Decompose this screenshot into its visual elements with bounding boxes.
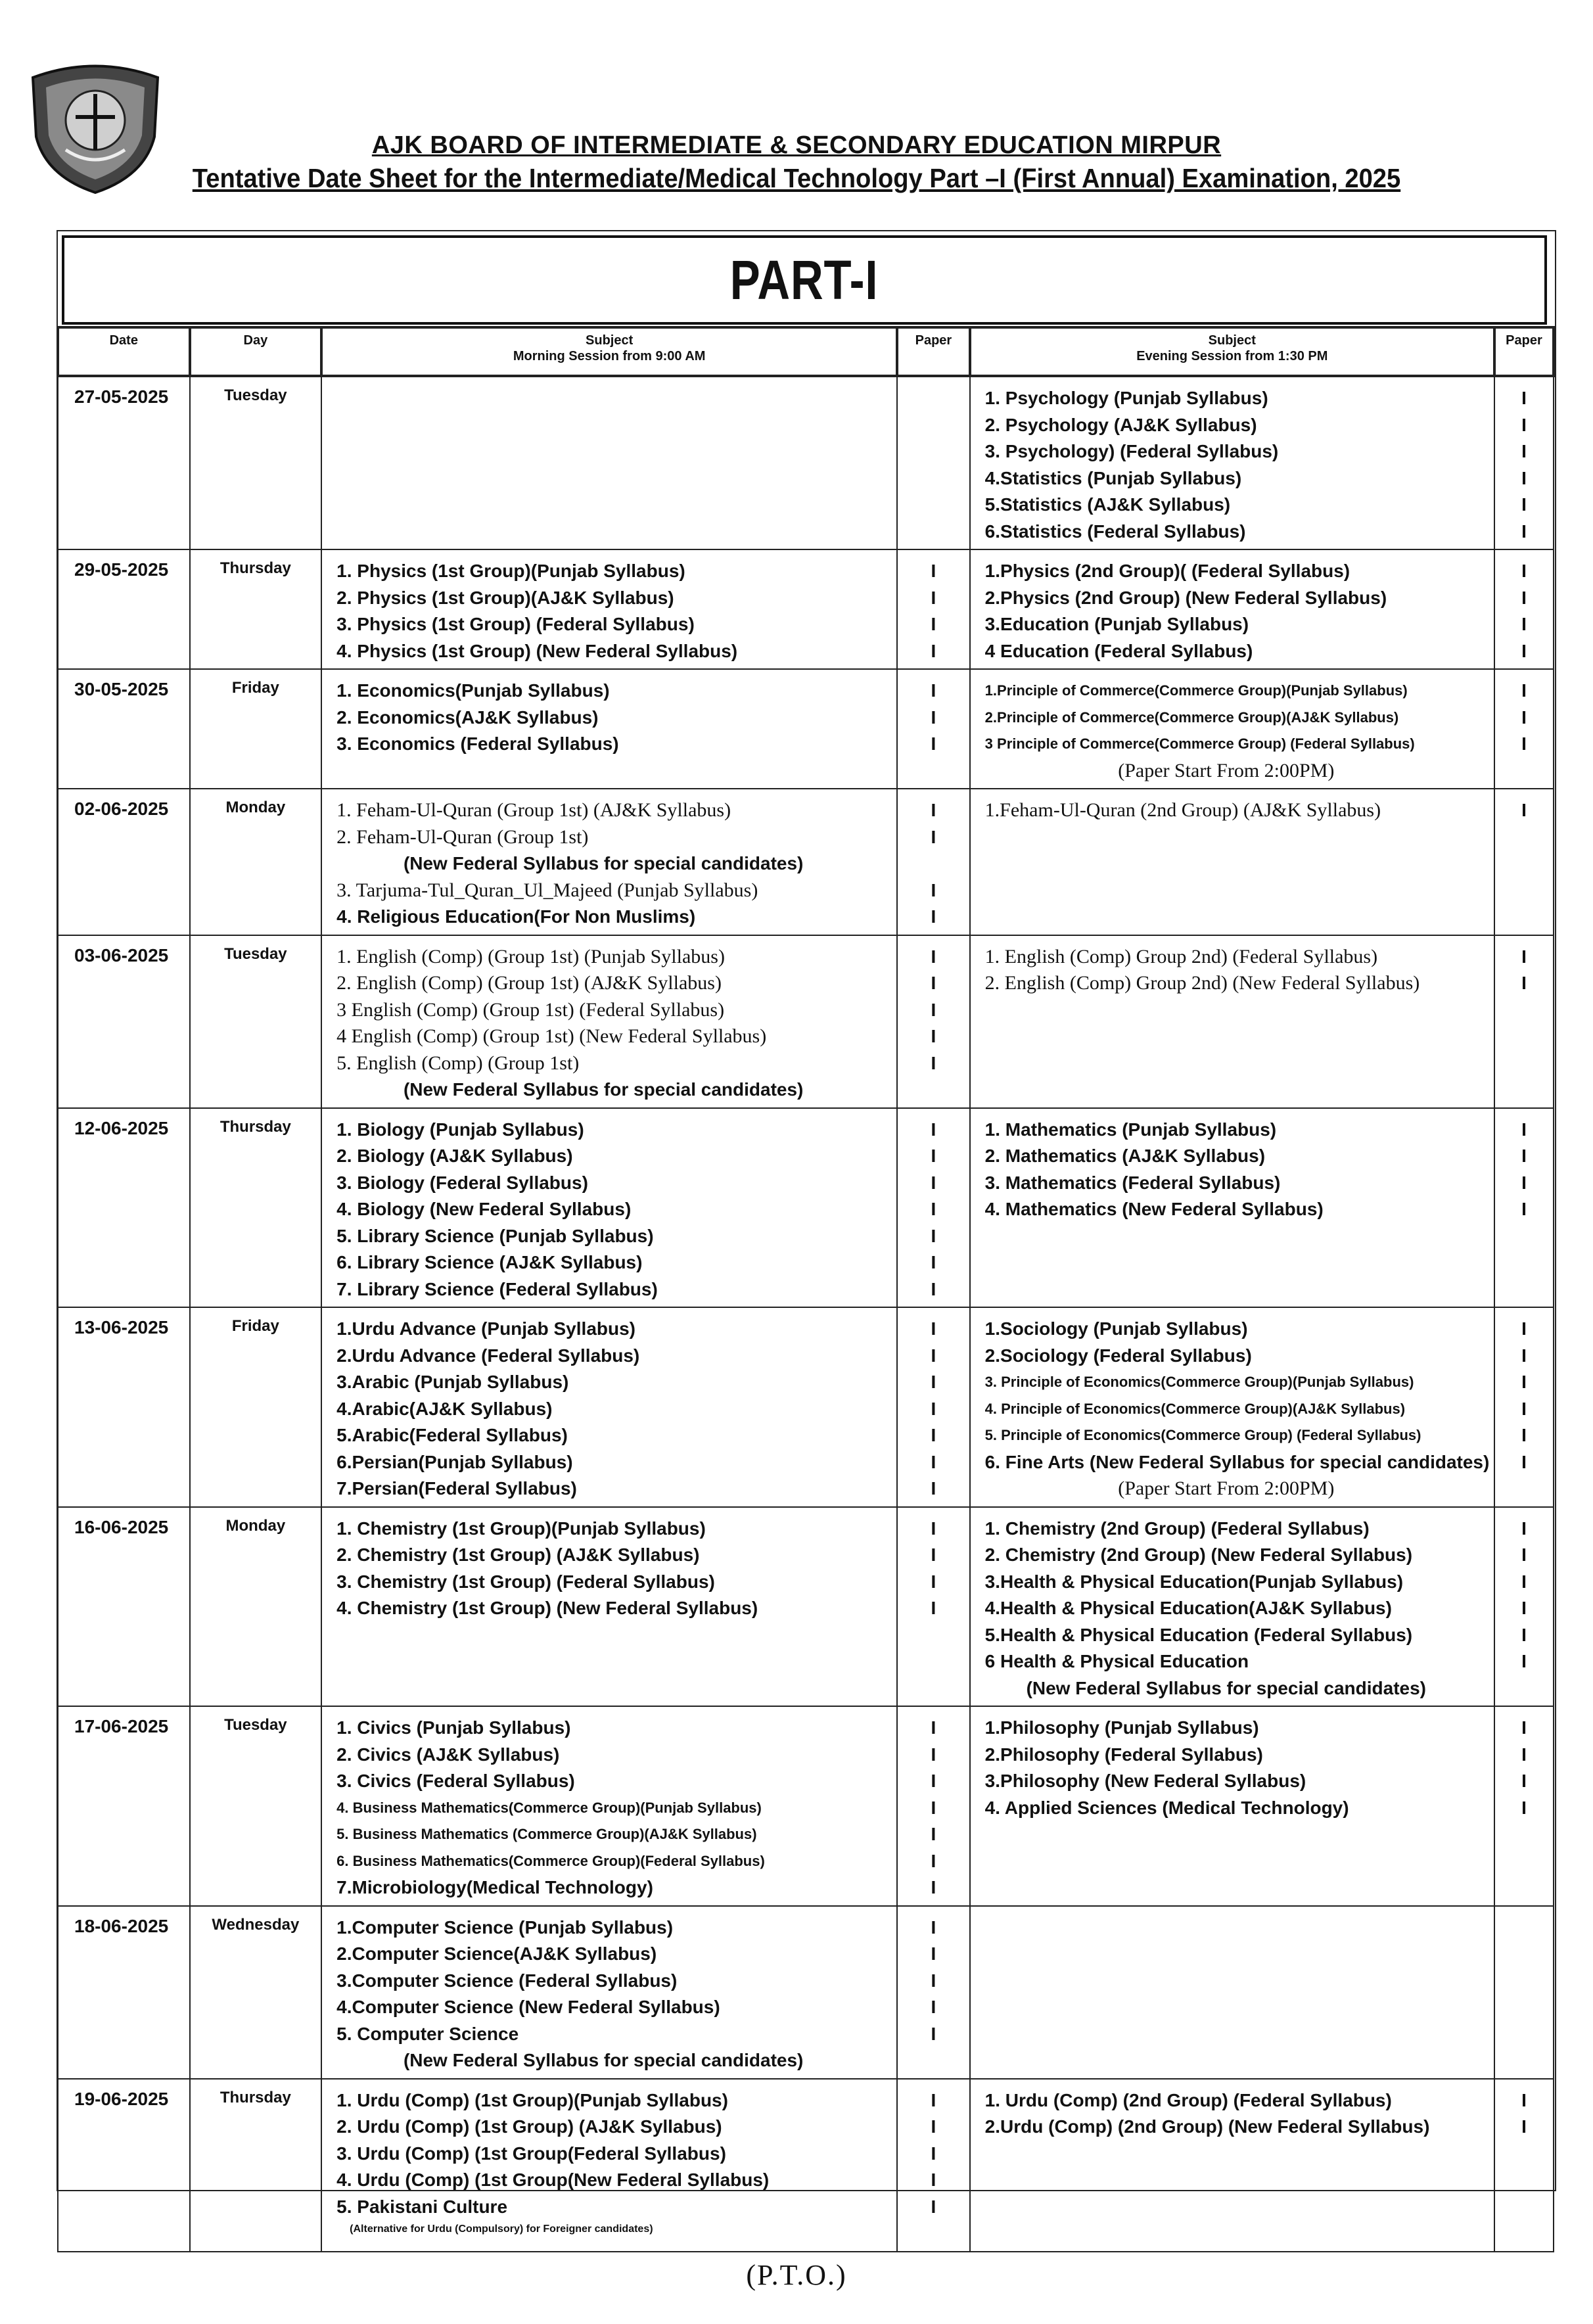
table-row <box>58 1108 1554 1308</box>
morning-paper-mark: I <box>931 2116 936 2137</box>
morning-paper-mark: I <box>931 1398 936 1419</box>
evening-subject-line: 2.Philosophy (Federal Syllabus) <box>984 1744 1263 1765</box>
col-morning-subject <box>321 327 897 376</box>
evening-paper-mark: I <box>1521 2116 1527 2137</box>
evening-paper-mark: I <box>1521 2089 1527 2110</box>
morning-paper-mark: I <box>931 1744 936 1765</box>
morning-subject-line: 2. Biology (AJ&K Syllabus) <box>336 1146 573 1166</box>
morning-paper-mark: I <box>931 1146 936 1166</box>
morning-subject-line: 4. Physics (1st Group) (New Federal Syllabus) <box>336 640 738 661</box>
morning-subject-line: 5.Arabic(Federal Syllabus) <box>336 1425 568 1445</box>
col-morning-paper: Paper <box>897 327 970 376</box>
morning-subjects <box>321 376 897 549</box>
morning-paper-mark: I <box>931 1850 936 1871</box>
morning-paper-mark: I <box>931 2196 936 2217</box>
morning-paper-mark: I <box>931 906 936 927</box>
evening-subject-line: 2. English (Comp) Group 2nd) (New Federal Syllabus) <box>984 972 1420 994</box>
morning-paper-mark: I <box>931 1824 936 1844</box>
morning-subject-line: 3.Arabic (Punjab Syllabus) <box>336 1372 569 1392</box>
evening-papers <box>1494 1706 1554 1906</box>
evening-session-label: Evening Session from 1:30 PM <box>1136 349 1328 363</box>
evening-papers <box>1494 669 1554 789</box>
morning-paper-mark: I <box>931 2170 936 2190</box>
evening-subject-line: 3. Mathematics (Federal Syllabus) <box>984 1172 1281 1193</box>
morning-paper-mark: I <box>931 587 936 608</box>
morning-paper-mark: I <box>931 1345 936 1366</box>
row-date: 18-06-2025 <box>58 1906 190 2079</box>
evening-papers <box>1494 1307 1554 1507</box>
row-day: Thursday <box>190 549 322 669</box>
evening-paper-mark: I <box>1521 467 1527 488</box>
evening-subject-line: 1. Urdu (Comp) (2nd Group) (Federal Syllabus) <box>984 2089 1392 2110</box>
morning-paper-mark: I <box>931 800 936 820</box>
morning-paper-mark: I <box>931 826 936 847</box>
morning-subject-line: (New Federal Syllabus for special candidates) <box>403 2050 804 2070</box>
morning-paper-mark: I <box>931 640 936 661</box>
evening-paper-mark: I <box>1521 733 1527 754</box>
table-row <box>58 789 1554 935</box>
morning-subject-line: 3. Civics (Federal Syllabus) <box>336 1771 575 1791</box>
morning-subjects <box>321 1307 897 1507</box>
morning-subject-line: 4.Arabic(AJ&K Syllabus) <box>336 1398 553 1419</box>
evening-paper-mark: I <box>1521 1624 1527 1645</box>
morning-subject-line: 3.Computer Science (Federal Syllabus) <box>336 1970 678 1991</box>
row-day: Friday <box>190 1307 322 1507</box>
evening-subject-line: 6. Fine Arts (New Federal Syllabus for special candidates) <box>984 1451 1490 1472</box>
evening-paper-mark: I <box>1521 614 1527 634</box>
evening-subjects <box>970 1307 1494 1507</box>
evening-subject-line: (New Federal Syllabus for special candidates) <box>1026 1677 1426 1698</box>
morning-paper-mark: I <box>931 2143 936 2164</box>
evening-subjects <box>970 1906 1494 2079</box>
row-day: Wednesday <box>190 1906 322 2079</box>
morning-papers <box>897 669 970 789</box>
morning-subject-line: 4. Urdu (Comp) (1st Group(New Federal Syllabus) <box>336 2170 770 2190</box>
morning-subject-line: 6. Business Mathematics(Commerce Group)(Federal Syllabus) <box>336 1852 765 1869</box>
morning-paper-mark: I <box>931 1252 936 1272</box>
morning-paper-mark: I <box>931 1518 936 1539</box>
row-date: 17-06-2025 <box>58 1706 190 1906</box>
evening-paper-mark: I <box>1521 1651 1527 1671</box>
row-day: Tuesday <box>190 1706 322 1906</box>
morning-papers <box>897 2079 970 2252</box>
morning-subject-line: 5. English (Comp) (Group 1st) <box>336 1052 580 1074</box>
morning-paper-mark: I <box>931 614 936 634</box>
evening-subject-line: 2.Physics (2nd Group) (New Federal Syllabus) <box>984 587 1387 608</box>
morning-paper-mark: I <box>931 1199 936 1219</box>
morning-subject-line: 3. Physics (1st Group) (Federal Syllabus) <box>336 614 695 634</box>
morning-paper-mark: I <box>931 973 936 993</box>
pto-footer: (P.T.O.) <box>746 2259 847 2291</box>
evening-paper-mark: I <box>1521 1598 1527 1618</box>
morning-subject-line: 1.Computer Science (Punjab Syllabus) <box>336 1917 674 1938</box>
evening-papers <box>1494 549 1554 669</box>
evening-paper-mark: I <box>1521 521 1527 542</box>
evening-subject-line: 1.Sociology (Punjab Syllabus) <box>984 1318 1248 1339</box>
evening-subject-line: 1. English (Comp) Group 2nd) (Federal Syllabus) <box>984 945 1378 967</box>
morning-subject-line: 3. Urdu (Comp) (1st Group(Federal Syllabus) <box>336 2143 726 2164</box>
evening-paper-mark: I <box>1521 640 1527 661</box>
evening-paper-mark: I <box>1521 1146 1527 1166</box>
evening-paper-mark: I <box>1521 1545 1527 1565</box>
table-row <box>58 935 1554 1108</box>
morning-subject-line: 3 English (Comp) (Group 1st) (Federal Syllabus) <box>336 998 725 1021</box>
morning-paper-mark: I <box>931 1372 936 1392</box>
morning-paper-mark: I <box>931 1225 936 1246</box>
evening-papers <box>1494 789 1554 935</box>
morning-papers <box>897 1906 970 2079</box>
evening-paper-mark: I <box>1521 946 1527 967</box>
morning-subject-line: 2. Chemistry (1st Group) (AJ&K Syllabus) <box>336 1545 700 1565</box>
evening-subject-line: 5.Statistics (AJ&K Syllabus) <box>984 494 1231 515</box>
morning-paper-mark: I <box>931 1172 936 1193</box>
table-row <box>58 1706 1554 1906</box>
row-date: 19-06-2025 <box>58 2079 190 2252</box>
morning-subject-line: 5. Pakistani Culture <box>336 2196 508 2217</box>
evening-subject-line: 3.Health & Physical Education(Punjab Syllabus) <box>984 1571 1404 1592</box>
row-date: 13-06-2025 <box>58 1307 190 1507</box>
date-sheet <box>57 230 1555 2235</box>
evening-paper-mark: I <box>1521 1744 1527 1765</box>
evening-paper-mark: I <box>1521 800 1527 820</box>
evening-subject-line: 2.Principle of Commerce(Commerce Group)(AJ&K Syllabus) <box>984 709 1399 726</box>
part-title-box <box>62 235 1547 325</box>
morning-subjects <box>321 1706 897 1906</box>
table-header <box>58 327 1554 376</box>
morning-subject-line: 1. English (Comp) (Group 1st) (Punjab Syllabus) <box>336 945 725 967</box>
morning-subject-line: 7. Library Science (Federal Syllabus) <box>336 1278 658 1299</box>
morning-paper-mark: I <box>931 1797 936 1818</box>
morning-subject-line: 1. Physics (1st Group)(Punjab Syllabus) <box>336 561 685 581</box>
evening-paper-mark: I <box>1521 680 1527 701</box>
morning-paper-mark: I <box>931 733 936 754</box>
morning-paper-mark: I <box>931 1598 936 1618</box>
evening-subject-line: 3 Principle of Commerce(Commerce Group) (Federal Syllabus) <box>984 735 1415 752</box>
morning-paper-mark: I <box>931 2089 936 2110</box>
evening-subject-line: 1. Mathematics (Punjab Syllabus) <box>984 1119 1277 1140</box>
evening-subject-line: 4 Education (Federal Syllabus) <box>984 640 1253 661</box>
morning-papers <box>897 789 970 935</box>
morning-papers <box>897 1706 970 1906</box>
morning-subject-line: 5. Business Mathematics (Commerce Group)(AJ&K Syllabus) <box>336 1826 757 1842</box>
evening-papers <box>1494 2079 1554 2252</box>
morning-subject-line: (New Federal Syllabus for special candidates) <box>403 1079 804 1100</box>
morning-subjects <box>321 1507 897 1707</box>
morning-paper-mark: I <box>931 1425 936 1445</box>
morning-paper-mark: I <box>931 1771 936 1791</box>
evening-subject-line: 1.Principle of Commerce(Commerce Group)(Punjab Syllabus) <box>984 682 1408 699</box>
morning-subject-line: 1. Civics (Punjab Syllabus) <box>336 1717 571 1738</box>
morning-subject-line: (Alternative for Urdu (Compulsory) for Foreigner candidates) <box>350 2223 653 2235</box>
morning-paper-mark: I <box>931 879 936 900</box>
evening-paper-mark: I <box>1521 1318 1527 1339</box>
evening-papers <box>1494 935 1554 1108</box>
schedule-table <box>57 326 1555 2252</box>
morning-paper-mark: I <box>931 1026 936 1046</box>
evening-paper-mark: I <box>1521 1345 1527 1366</box>
evening-paper-mark: I <box>1521 561 1527 581</box>
evening-subjects <box>970 549 1494 669</box>
morning-paper-mark: I <box>931 1545 936 1565</box>
morning-subject-line: 3. Tarjuma-Tul_Quran_Ul_Majeed (Punjab Syllabus) <box>336 879 758 901</box>
morning-subject-line: 2. Physics (1st Group)(AJ&K Syllabus) <box>336 587 674 608</box>
evening-papers <box>1494 376 1554 549</box>
morning-subject-line: 3. Economics (Federal Syllabus) <box>336 733 619 754</box>
evening-subject-line: 4. Applied Sciences (Medical Technology) <box>984 1797 1349 1818</box>
evening-paper-mark: I <box>1521 1372 1527 1392</box>
morning-paper-mark: I <box>931 2023 936 2044</box>
morning-subject-line: 2.Computer Science(AJ&K Syllabus) <box>336 1943 657 1964</box>
row-day: Thursday <box>190 2079 322 2252</box>
evening-paper-mark: I <box>1521 1172 1527 1193</box>
morning-subject-line: 1.Urdu Advance (Punjab Syllabus) <box>336 1318 635 1339</box>
col-evening-subject <box>970 327 1494 376</box>
morning-subject-line: 3. Chemistry (1st Group) (Federal Syllabus) <box>336 1571 715 1592</box>
morning-session-label: Morning Session from 9:00 AM <box>513 349 706 363</box>
evening-subject-line: 3.Education (Punjab Syllabus) <box>984 614 1249 634</box>
morning-subject-line: 2. Feham-Ul-Quran (Group 1st) <box>336 825 589 848</box>
part-title: PART-I <box>730 248 879 311</box>
morning-paper-mark: I <box>931 1119 936 1140</box>
row-date: 30-05-2025 <box>58 669 190 789</box>
evening-paper-mark: I <box>1521 414 1527 435</box>
evening-paper-mark: I <box>1521 1199 1527 1219</box>
morning-papers <box>897 1307 970 1507</box>
morning-subject-line: 4. Business Mathematics(Commerce Group)(Punjab Syllabus) <box>336 1799 762 1816</box>
evening-papers <box>1494 1108 1554 1308</box>
morning-paper-mark: I <box>931 1451 936 1472</box>
evening-subject-line: 1. Chemistry (2nd Group) (Federal Syllabus) <box>984 1518 1370 1539</box>
evening-subject-line: 2. Mathematics (AJ&K Syllabus) <box>984 1146 1266 1166</box>
evening-paper-mark: I <box>1521 1797 1527 1818</box>
morning-papers <box>897 376 970 549</box>
morning-paper-mark: I <box>931 1478 936 1499</box>
table-row <box>58 2079 1554 2252</box>
evening-paper-mark: I <box>1521 1425 1527 1445</box>
morning-subjects <box>321 669 897 789</box>
sheet-title: Tentative Date Sheet for the Intermediate/Medical Technology Part –I (First Annual) Examination, 2025 <box>192 163 1401 193</box>
evening-subjects <box>970 1108 1494 1308</box>
morning-subject-line: 5. Computer Science <box>336 2023 519 2044</box>
evening-subject-line: 4. Principle of Economics(Commerce Group)(AJ&K Syllabus) <box>984 1400 1406 1417</box>
morning-paper-mark: I <box>931 707 936 728</box>
evening-subject-line: 3.Philosophy (New Federal Syllabus) <box>984 1771 1306 1791</box>
morning-subject-line: 6. Library Science (AJ&K Syllabus) <box>336 1252 643 1272</box>
row-date: 02-06-2025 <box>58 789 190 935</box>
evening-subject-line: 1. Psychology (Punjab Syllabus) <box>984 388 1268 408</box>
morning-subject-line: 1. Economics(Punjab Syllabus) <box>336 680 610 701</box>
evening-subject-line: 3. Psychology) (Federal Syllabus) <box>984 441 1279 461</box>
evening-subject-line: 5. Principle of Economics(Commerce Group) (Federal Syllabus) <box>984 1427 1421 1443</box>
evening-paper-mark: I <box>1521 441 1527 461</box>
morning-papers <box>897 1108 970 1308</box>
morning-subject-line: 2. English (Comp) (Group 1st) (AJ&K Syllabus) <box>336 972 722 994</box>
row-date: 12-06-2025 <box>58 1108 190 1308</box>
evening-subject-line: 4.Health & Physical Education(AJ&K Syllabus) <box>984 1598 1392 1618</box>
morning-subject-line: 2. Urdu (Comp) (1st Group) (AJ&K Syllabus) <box>336 2116 722 2137</box>
morning-paper-mark: I <box>931 946 936 967</box>
evening-subject-label: Subject <box>1208 333 1256 348</box>
evening-paper-mark: I <box>1521 707 1527 728</box>
evening-subject-line: (Paper Start From 2:00PM) <box>1118 1477 1335 1499</box>
row-day: Monday <box>190 1507 322 1707</box>
evening-subject-line: (Paper Start From 2:00PM) <box>1118 759 1335 781</box>
morning-subject-label: Subject <box>586 333 634 348</box>
evening-subjects <box>970 935 1494 1108</box>
evening-subject-line: 4. Mathematics (New Federal Syllabus) <box>984 1199 1324 1219</box>
evening-paper-mark: I <box>1521 1119 1527 1140</box>
morning-subject-line: 1. Feham-Ul-Quran (Group 1st) (AJ&K Syllabus) <box>336 799 731 821</box>
morning-subject-line: (New Federal Syllabus for special candidates) <box>403 853 804 873</box>
morning-paper-mark: I <box>931 1877 936 1897</box>
table-body <box>58 376 1554 2252</box>
row-date: 16-06-2025 <box>58 1507 190 1707</box>
table-row <box>58 1906 1554 2079</box>
table-row <box>58 1307 1554 1507</box>
morning-paper-mark <box>898 2047 969 2074</box>
morning-subject-line: 7.Microbiology(Medical Technology) <box>336 1877 653 1897</box>
row-date: 27-05-2025 <box>58 376 190 549</box>
morning-paper-mark: I <box>931 1917 936 1938</box>
row-day: Tuesday <box>190 935 322 1108</box>
col-date: Date <box>58 327 190 376</box>
evening-paper-mark: I <box>1521 973 1527 993</box>
morning-subjects <box>321 549 897 669</box>
evening-paper-mark: I <box>1521 587 1527 608</box>
table-row <box>58 669 1554 789</box>
morning-paper-mark: I <box>931 1318 936 1339</box>
row-day: Monday <box>190 789 322 935</box>
evening-subject-line: 2.Urdu (Comp) (2nd Group) (New Federal Syllabus) <box>984 2116 1430 2137</box>
morning-paper-mark <box>898 2220 969 2247</box>
evening-subject-line: 3. Principle of Economics(Commerce Group)(Punjab Syllabus) <box>984 1374 1414 1390</box>
evening-paper-mark: I <box>1521 1398 1527 1419</box>
evening-subjects <box>970 2079 1494 2252</box>
evening-subject-line: 5.Health & Physical Education (Federal Syllabus) <box>984 1624 1413 1645</box>
evening-subjects <box>970 376 1494 549</box>
evening-papers <box>1494 1507 1554 1707</box>
col-day: Day <box>190 327 322 376</box>
evening-subject-line: 1.Philosophy (Punjab Syllabus) <box>984 1717 1259 1738</box>
evening-subject-line: 4.Statistics (Punjab Syllabus) <box>984 467 1242 488</box>
morning-subject-line: 6.Persian(Punjab Syllabus) <box>336 1451 573 1472</box>
morning-paper-mark: I <box>931 1970 936 1991</box>
morning-subject-line: 5. Library Science (Punjab Syllabus) <box>336 1225 654 1246</box>
morning-subject-line: 4. Biology (New Federal Syllabus) <box>336 1199 632 1219</box>
evening-papers <box>1494 1906 1554 2079</box>
morning-subject-line: 1. Chemistry (1st Group)(Punjab Syllabus) <box>336 1518 706 1539</box>
morning-subject-line: 4. Religious Education(For Non Muslims) <box>336 906 696 927</box>
evening-subject-line: 2. Psychology (AJ&K Syllabus) <box>984 414 1257 435</box>
evening-paper-mark: I <box>1521 1451 1527 1472</box>
evening-subject-line: 2.Sociology (Federal Syllabus) <box>984 1345 1252 1366</box>
morning-subjects <box>321 1108 897 1308</box>
board-name: AJK BOARD OF INTERMEDIATE & SECONDARY EDUCATION MIRPUR <box>371 131 1222 159</box>
evening-subject-line: 1.Physics (2nd Group)( (Federal Syllabus) <box>984 561 1351 581</box>
evening-subject-line: 2. Chemistry (2nd Group) (New Federal Syllabus) <box>984 1545 1413 1565</box>
morning-paper-mark: I <box>931 1571 936 1592</box>
morning-paper-mark: I <box>931 1717 936 1738</box>
morning-subject-line: 4. Chemistry (1st Group) (New Federal Syllabus) <box>336 1598 758 1618</box>
morning-paper-mark: I <box>931 680 936 701</box>
row-date: 03-06-2025 <box>58 935 190 1108</box>
evening-paper-mark: I <box>1521 388 1527 408</box>
morning-subject-line: 4 English (Comp) (Group 1st) (New Federal Syllabus) <box>336 1025 767 1047</box>
morning-papers <box>897 1507 970 1707</box>
morning-paper-mark: I <box>931 1997 936 2017</box>
evening-paper-mark: I <box>1521 1717 1527 1738</box>
morning-paper-mark: I <box>931 999 936 1020</box>
morning-subject-line: 2. Civics (AJ&K Syllabus) <box>336 1744 560 1765</box>
evening-paper-mark: I <box>1521 1518 1527 1539</box>
row-day: Thursday <box>190 1108 322 1308</box>
evening-subjects <box>970 1706 1494 1906</box>
morning-subjects <box>321 2079 897 2252</box>
morning-subject-line: 1. Biology (Punjab Syllabus) <box>336 1119 584 1140</box>
morning-subjects <box>321 935 897 1108</box>
morning-paper-mark: I <box>931 561 936 581</box>
morning-paper-mark: I <box>931 1943 936 1964</box>
morning-subject-line: 1. Urdu (Comp) (1st Group)(Punjab Syllabus) <box>336 2089 728 2110</box>
morning-papers <box>897 549 970 669</box>
morning-paper-mark: I <box>931 1052 936 1073</box>
evening-subjects <box>970 789 1494 935</box>
row-date: 29-05-2025 <box>58 549 190 669</box>
morning-subject-line: 2. Economics(AJ&K Syllabus) <box>336 707 599 728</box>
evening-paper-mark: I <box>1521 494 1527 515</box>
morning-subjects <box>321 789 897 935</box>
morning-paper-mark <box>898 1077 969 1104</box>
col-evening-paper: Paper <box>1494 327 1554 376</box>
evening-subjects <box>970 669 1494 789</box>
evening-subjects <box>970 1507 1494 1707</box>
morning-subject-line: 3. Biology (Federal Syllabus) <box>336 1172 588 1193</box>
morning-subject-line: 7.Persian(Federal Syllabus) <box>336 1478 577 1499</box>
morning-papers <box>897 935 970 1108</box>
table-row <box>58 1507 1554 1707</box>
evening-paper-mark: I <box>1521 1571 1527 1592</box>
evening-subject-line: 1.Feham-Ul-Quran (2nd Group) (AJ&K Syllabus) <box>984 799 1381 821</box>
table-row <box>58 549 1554 669</box>
row-day: Tuesday <box>190 376 322 549</box>
row-day: Friday <box>190 669 322 789</box>
evening-subject-line: 6 Health & Physical Education <box>984 1651 1249 1671</box>
morning-subjects <box>321 1906 897 2079</box>
evening-paper-mark: I <box>1521 1771 1527 1791</box>
morning-paper-mark: I <box>931 1278 936 1299</box>
morning-subject-line: 4.Computer Science (New Federal Syllabus) <box>336 1997 720 2017</box>
table-row <box>58 376 1554 549</box>
morning-subject-line: 2.Urdu Advance (Federal Syllabus) <box>336 1345 640 1366</box>
evening-subject-line: 6.Statistics (Federal Syllabus) <box>984 521 1246 542</box>
morning-paper-mark <box>898 850 969 877</box>
